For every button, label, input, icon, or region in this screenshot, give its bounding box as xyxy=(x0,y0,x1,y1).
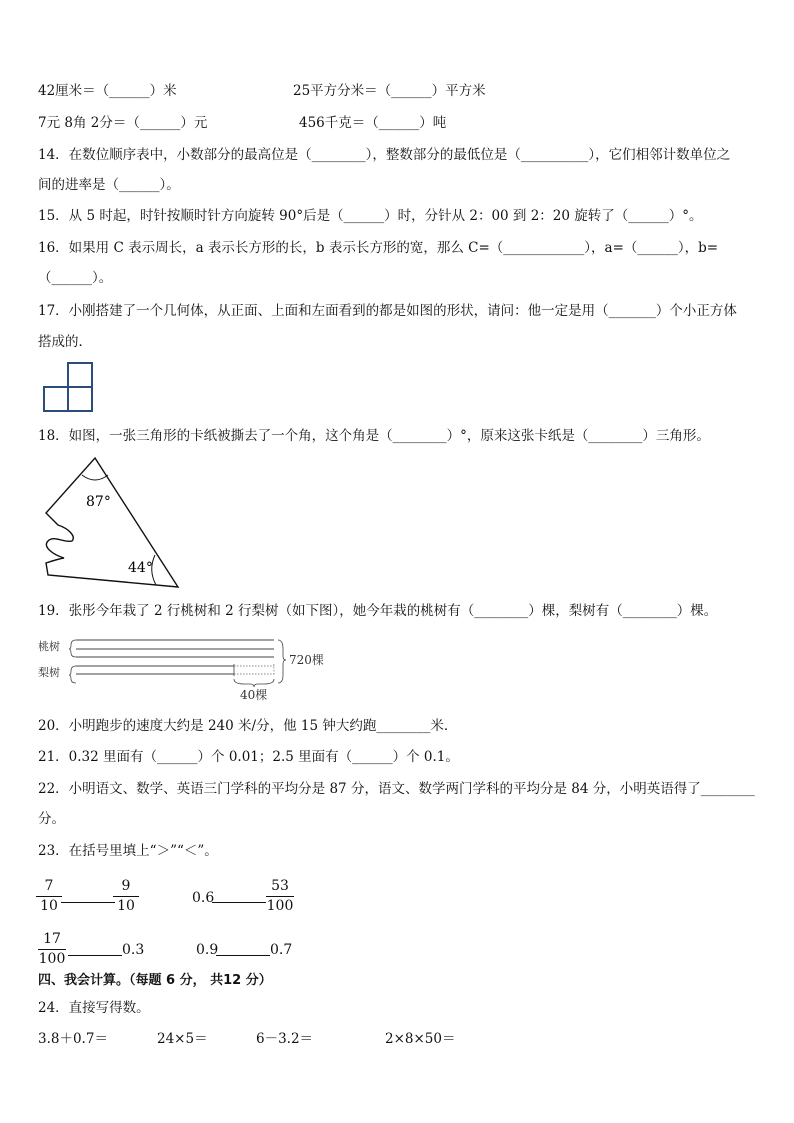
fraction-17-100: 17 100 xyxy=(38,931,66,967)
q20-line1: 20．小明跑步的速度大约是 240 米/分，他 15 钟大约跑________米． xyxy=(38,718,458,734)
q14-line2: 间的进率是（______）。 xyxy=(38,177,180,193)
q17-line1: 17．小刚搭建了一个几何体，从正面、上面和左面看到的都是如图的形状，请问：他一定是用（_______）个小正方体 xyxy=(38,303,737,319)
diff-label: 40棵 xyxy=(240,688,268,702)
q22-line2: 分。 xyxy=(38,811,65,827)
fraction-9-10: 9 10 xyxy=(113,878,139,915)
conversion-2: 25平方分米＝（______）平方米 xyxy=(293,83,486,99)
decimal-0-9: 0.9 xyxy=(196,942,219,958)
fraction-7-10: 7 10 xyxy=(36,878,62,915)
peach-label: 桃树 xyxy=(38,640,60,653)
q19-line1: 19．张彤今年栽了 2 行桃树和 2 行梨树（如下图），她今年栽的桃树有（________）棵，梨树有（________）棵。 xyxy=(38,603,718,619)
pear-label: 梨树 xyxy=(38,666,60,679)
answer-blank-2[interactable] xyxy=(212,902,266,903)
answer-blank-3[interactable] xyxy=(68,955,122,956)
tree-bar-diagram xyxy=(38,633,338,703)
answer-blank-4[interactable] xyxy=(216,955,270,956)
section-4-title: 四、我会计算。（每题 6 分， 共12 分） xyxy=(38,973,272,988)
decimal-0-6: 0.6 xyxy=(192,890,215,906)
q16-line1: 16．如果用 C 表示周长，a 表示长方形的长，b 表示长方形的宽，那么 C=（____________），a=（______），b= xyxy=(38,240,719,256)
expr-1: 3.8＋0.7＝ xyxy=(38,1031,108,1047)
q16-line2: （______）。 xyxy=(38,270,113,286)
q15-line1: 15．从 5 时起，时针按顺时针方向旋转 90°后是（______）时，分针从 2：00 到 2：20 旋转了（______）°。 xyxy=(38,208,703,224)
q22-line1: 22．小明语文、数学、英语三门学科的平均分是 87 分，语文、数学两门学科的平均分是 84 分，小明英语得了________ xyxy=(38,781,755,797)
decimal-0-3: 0.3 xyxy=(122,942,145,958)
conversion-1: 42厘米＝（______）米 xyxy=(38,83,177,99)
expr-2: 24×5＝ xyxy=(157,1031,208,1047)
fraction-53-100: 53 100 xyxy=(266,878,294,914)
q14-line1: 14．在数位顺序表中，小数部分的最高位是（________），整数部分的最低位是（__________），它们相邻计数单位之 xyxy=(38,147,731,163)
conversion-3: 7元 8角 2分＝（______）元 xyxy=(38,115,208,131)
expr-4: 2×8×50＝ xyxy=(385,1031,456,1047)
q21-line1: 21．0.32 里面有（______）个 0.01；2.5 里面有（______）个 0.1。 xyxy=(38,749,459,765)
q17-line2: 搭成的． xyxy=(38,334,92,350)
total-label: 720棵 xyxy=(289,653,324,667)
angle-87-label: 87° xyxy=(86,494,111,510)
cube-view-figure xyxy=(43,362,95,412)
torn-triangle-figure xyxy=(38,455,183,590)
angle-44-label: 44° xyxy=(128,560,153,576)
decimal-0-7: 0.7 xyxy=(270,942,293,958)
q18-line1: 18．如图，一张三角形的卡纸被撕去了一个角，这个角是（________）°，原来这张卡纸是（________）三角形。 xyxy=(38,428,710,444)
answer-blank-1[interactable] xyxy=(61,902,115,903)
q24-title: 24．直接写得数。 xyxy=(38,1000,150,1016)
expr-3: 6－3.2＝ xyxy=(256,1031,314,1047)
conversion-4: 456千克＝（______）吨 xyxy=(299,115,447,131)
q23-title: 23．在括号里填上“＞”“＜”。 xyxy=(38,843,218,859)
